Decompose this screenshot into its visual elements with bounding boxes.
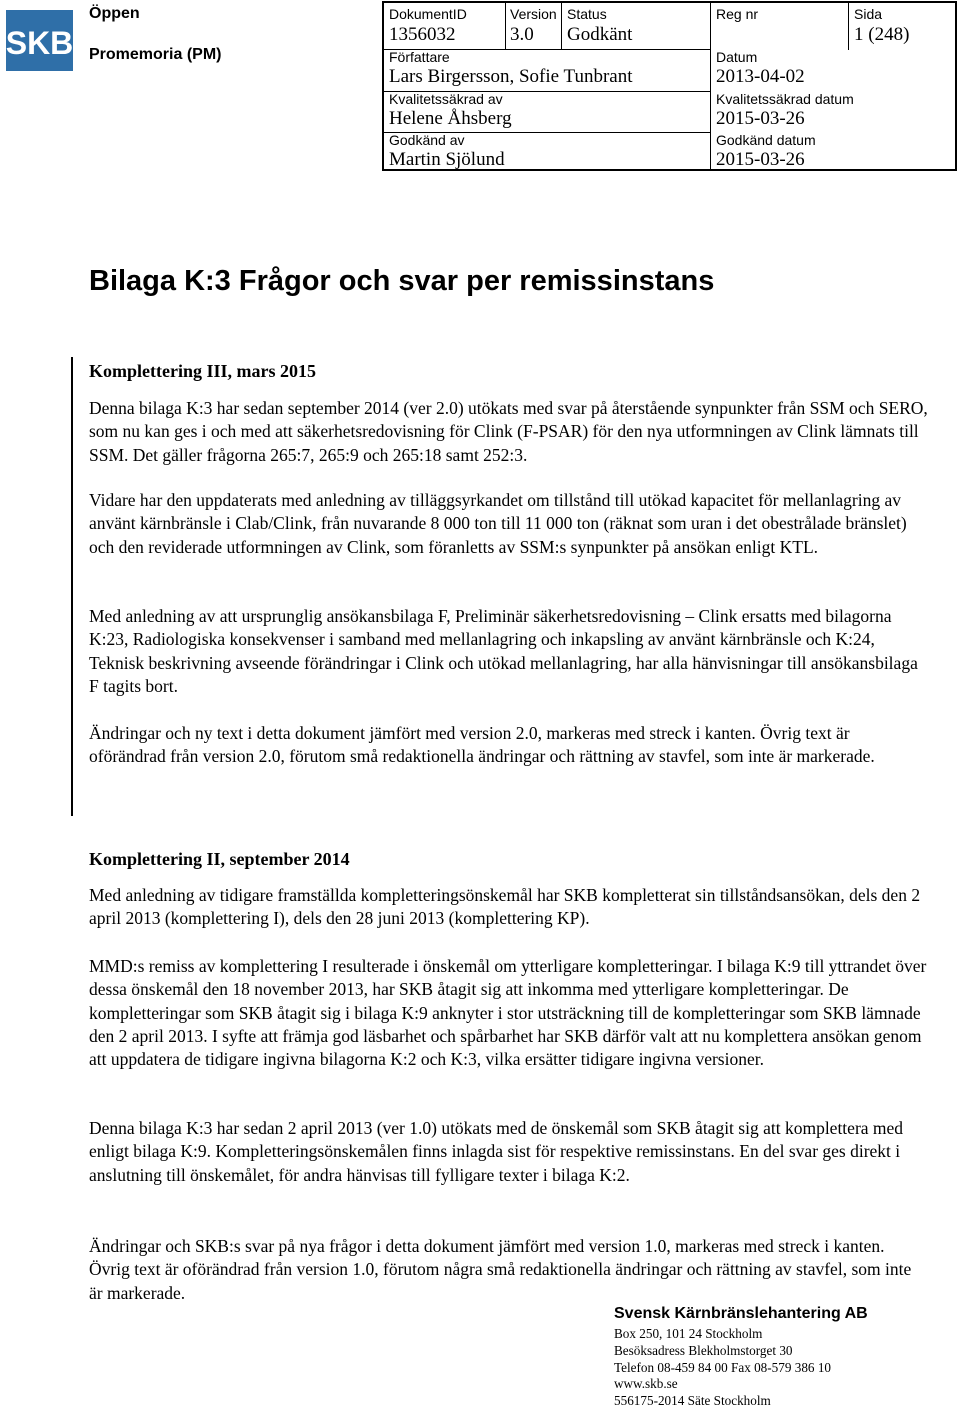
address-line: Box 250, 101 24 Stockholm xyxy=(614,1326,763,1341)
logo-text: SKB xyxy=(6,25,73,61)
website-link[interactable]: www.skb.se xyxy=(614,1376,678,1392)
company-address xyxy=(614,1326,831,1410)
author-value: Lars Birgersson, Sofie Tunbrant xyxy=(389,66,633,87)
document-id-value: 1356032 xyxy=(389,24,456,45)
status-value: Godkänt xyxy=(567,24,633,45)
address-line: 556175-2014 Säte Stockholm xyxy=(614,1393,771,1409)
section-heading: Komplettering II, september 2014 xyxy=(89,849,350,869)
document-metadata-table xyxy=(382,1,957,171)
paragraph: Med anledning av tidigare framställda kompletteringsönskemål har SKB kompletterat sin tillståndsansökan, dels den 2 april 2013 (komplettering I), dels den 28 juni 2013 (komplettering KP). xyxy=(89,885,921,929)
skb-logo xyxy=(6,10,73,71)
company-name: Svensk Kärnbränslehantering AB xyxy=(614,1305,868,1322)
page-value: 1 (248) xyxy=(854,24,910,45)
qa-date-value: 2015-03-26 xyxy=(716,108,805,129)
approved-by-value: Martin Sjölund xyxy=(389,149,505,170)
date-value: 2013-04-02 xyxy=(716,66,805,87)
document-status-word: Öppen xyxy=(89,5,140,22)
document-id-label: DokumentID xyxy=(389,6,467,22)
approved-by-label: Godkänd av xyxy=(389,132,465,148)
paragraph: Ändringar och ny text i detta dokument jämfört med version 2.0, markeras med streck i kanten. Övrig text är oförändrad från version 2.0, förutom små redaktionella ändringar och rättning av stavfel, som inte är markerade. xyxy=(89,723,875,767)
paragraph: Denna bilaga K:3 har sedan september 2014 (ver 2.0) utökats med svar på återstående synpunkter från SSM och SERO, som nu kan ges i och med att säkerhetsredovisning för Clink (F-PSAR) för den nya utformningen av Clink lämnats till SSM. Det gäller frågorna 265:7, 265:9 och 265:18 samt 252:3. xyxy=(89,398,928,465)
date-label: Datum xyxy=(716,49,758,65)
paragraph: MMD:s remiss av komplettering I resulterade i önskemål om ytterligare kompletteringar. I bilaga K:9 till yttrandet över dessa önskemål den 18 november 2013, har SKB åtagit sig att inkomma med ytterligare kompletteringar. De kompletteringar som SKB åtagit sig i bilaga K:9 anknyter i stor utsträckning till de kompletteringar som SKB lämnade den 2 april 2013. I syfte att främja god läsbarhet och spårbarhet har SKB därför valt att nu komplettera ansökan genom att uppdatera de tidigare ingivna bilagorna K:2 och K:3, vilka ersätter tidigare ingivna versioner. xyxy=(89,956,927,1070)
page-label: Sida xyxy=(854,6,883,22)
paragraph: Med anledning av att ursprunglig ansökansbilaga F, Preliminär säkerhetsredovisning – Clink ersatts med bilagorna K:23, Radiologiska konsekvenser i samband med mellanlagring och inkapsling av använt kärnbränsle och K:24, Teknisk beskrivning avseende förändringar i Clink och utökad mellanlagring, har alla hänvisningar till ansökansbilaga F tagits bort. xyxy=(89,606,918,696)
reg-nr-label: Reg nr xyxy=(716,6,759,22)
section-heading: Komplettering III, mars 2015 xyxy=(89,361,316,381)
qa-by-label: Kvalitetssäkrad av xyxy=(389,91,503,107)
address-line: Besöksadress Blekholmstorget 30 xyxy=(614,1342,793,1358)
document-type: Promemoria (PM) xyxy=(89,46,222,63)
table-divider xyxy=(561,3,562,50)
paragraph: Vidare har den uppdaterats med anledning av tilläggsyrkandet om tillstånd till utökad kapacitet för mellanlagring av använt kärnbränsle i Clab/Clink, från nuvarande 8 000 ton till 11 000 ton (räknat som uran i det obestrålade bränslet) och den reviderade utformningen av Clink, som föranletts av SSM:s synpunkter på ansökan enligt KTL. xyxy=(89,490,907,557)
address-line: Telefon 08-459 84 00 Fax 08-579 386 10 xyxy=(614,1359,832,1375)
skb-logo-graphic xyxy=(6,10,73,71)
table-divider xyxy=(710,3,711,169)
version-value: 3.0 xyxy=(510,24,534,45)
qa-date-label: Kvalitetssäkrad datum xyxy=(716,91,854,107)
paragraph: Ändringar och SKB:s svar på nya frågor i detta dokument jämfört med version 1.0, markeras med streck i kanten. Övrig text är oförändrad från version 1.0, förutom några små redaktionella ändringar och rättning av stavfel, som inte är markerade. xyxy=(89,1236,912,1303)
page-title: Bilaga K:3 Frågor och svar per remissinstans xyxy=(89,265,715,297)
table-divider xyxy=(848,3,849,50)
table-divider xyxy=(505,3,506,50)
paragraph: Denna bilaga K:3 har sedan 2 april 2013 (ver 1.0) utökats med de önskemål som SKB åtagit sig att komplettera med enligt bilaga K:9. Kompletteringsönskemålen finns inlagda sist för respektive remissinstans. En del svar ges direkt i anslutning till önskemålet, för andra hänvisas till fylligare texter i bilaga K:2. xyxy=(89,1118,904,1185)
version-label: Version xyxy=(510,6,557,22)
author-label: Författare xyxy=(389,49,450,65)
status-label: Status xyxy=(567,6,607,22)
change-marker-bar xyxy=(71,357,73,816)
approved-date-label: Godkänd datum xyxy=(716,132,816,148)
approved-date-value: 2015-03-26 xyxy=(716,149,805,170)
qa-by-value: Helene Åhsberg xyxy=(389,108,512,129)
